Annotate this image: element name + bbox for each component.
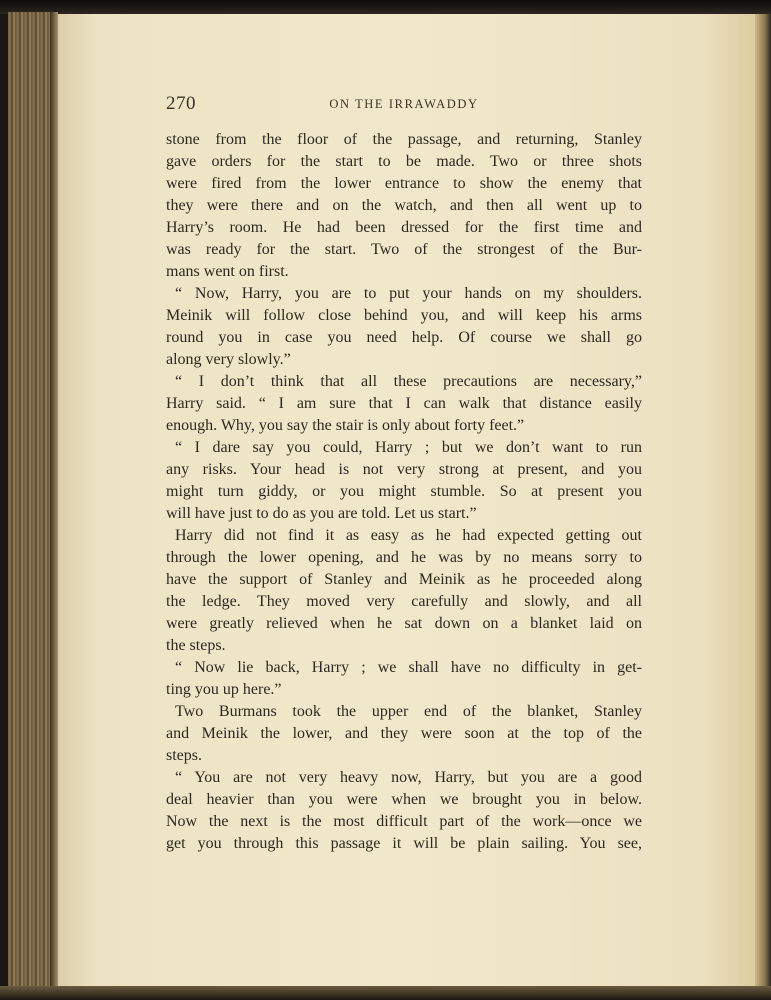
text-line: mans went on first. bbox=[166, 263, 289, 280]
text-line: might turn giddy, or you might stumble. So at present you bbox=[166, 483, 642, 500]
page-number: 270 bbox=[166, 93, 196, 114]
text-line: through the lower opening, and he was by no means sorry to bbox=[166, 549, 642, 566]
text-line: ting you up here.” bbox=[166, 681, 282, 698]
body-text bbox=[166, 129, 642, 855]
text-line: Harry said. “ I am sure that I can walk that distance easily bbox=[166, 395, 642, 412]
book-spine-gutter bbox=[50, 12, 58, 992]
text-line: Harry’s room. He had been dressed for the first time and bbox=[166, 219, 642, 236]
page-right-edge bbox=[755, 14, 771, 986]
text-line: gave orders for the start to be made. Two or three shots bbox=[166, 153, 642, 170]
text-line: “ I don’t think that all these precautions are necessary,” bbox=[175, 373, 642, 390]
text-line: will have just to do as you are told. Let us start.” bbox=[166, 505, 477, 522]
text-line: enough. Why, you say the stair is only about forty feet.” bbox=[166, 417, 525, 434]
text-line: “ Now lie back, Harry ; we shall have no difficulty in get- bbox=[175, 659, 642, 676]
scan-top-shadow bbox=[0, 0, 771, 14]
running-title: ON THE IRRAWADDY bbox=[329, 97, 479, 111]
text-line: Meinik will follow close behind you, and will keep his arms bbox=[166, 307, 642, 324]
text-line: the ledge. They moved very carefully and slowly, and all bbox=[166, 593, 642, 610]
text-line: get you through this passage it will be plain sailing. You see, bbox=[166, 835, 642, 852]
text-line: were greatly relieved when he sat down on a blanket laid on bbox=[166, 615, 642, 632]
text-line: Harry did not find it as easy as he had expected getting out bbox=[175, 527, 642, 544]
text-line: were fired from the lower entrance to show the enemy that bbox=[166, 175, 642, 192]
running-head bbox=[166, 93, 642, 119]
text-line: “ I dare say you could, Harry ; but we don’t want to run bbox=[175, 439, 642, 456]
text-line: along very slowly.” bbox=[166, 351, 291, 368]
scan-bottom-edge bbox=[0, 986, 771, 1000]
text-line: steps. bbox=[166, 747, 202, 764]
text-line: and Meinik the lower, and they were soon at the top of the bbox=[166, 725, 642, 742]
text-line: “ You are not very heavy now, Harry, but you are a good bbox=[175, 769, 642, 786]
text-line: Two Burmans took the upper end of the blanket, Stanley bbox=[175, 703, 642, 720]
text-line: round you in case you need help. Of course we shall go bbox=[166, 329, 642, 346]
text-line: was ready for the start. Two of the strongest of the Bur- bbox=[166, 241, 642, 258]
text-line: Now the next is the most difficult part of the work—once we bbox=[166, 813, 642, 830]
text-line: “ Now, Harry, you are to put your hands on my shoulders. bbox=[175, 285, 642, 302]
text-line: have the support of Stanley and Meinik as he proceeded along bbox=[166, 571, 642, 588]
text-line: stone from the floor of the passage, and returning, Stanley bbox=[166, 131, 642, 148]
text-line: they were there and on the watch, and then all went up to bbox=[166, 197, 642, 214]
text-line: any risks. Your head is not very strong at present, and you bbox=[166, 461, 642, 478]
text-line: the steps. bbox=[166, 637, 226, 654]
text-line: deal heavier than you were when we brought you in below. bbox=[166, 791, 642, 808]
